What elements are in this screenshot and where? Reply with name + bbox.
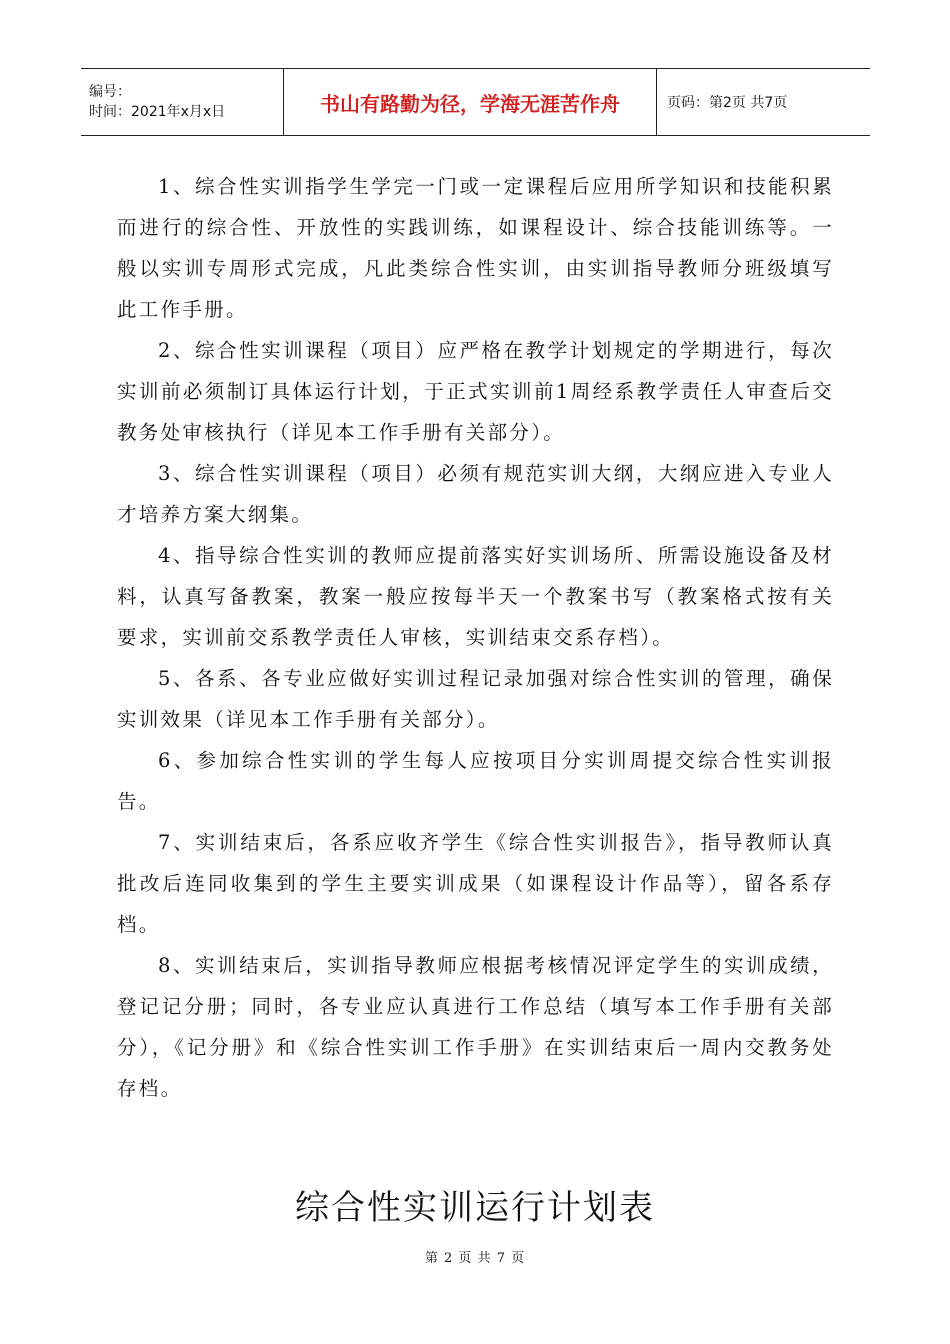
document-body bbox=[117, 166, 834, 1109]
paragraph: 1、综合性实训指学生学完一门或一定课程后应用所学知识和技能积累而进行的综合性、开放性的实践训练，如课程设计、综合技能训练等。一般以实训专周形式完成，凡此类综合性实训，由实训指导教师分班级填写此工作手册。 bbox=[117, 175, 834, 321]
header-page-info bbox=[657, 69, 870, 135]
page-footer: 第 2 页 共 7 页 bbox=[424, 1251, 526, 1266]
paragraph: 6、参加综合性实训的学生每人应按项目分实训周提交综合性实训报告。 bbox=[117, 749, 834, 813]
date-label: 时间：2021年x月x日 bbox=[89, 104, 226, 120]
paragraph: 3、综合性实训课程（项目）必须有规范实训大纲，大纲应进入专业人才培养方案大纲集。 bbox=[117, 462, 834, 526]
paragraph: 2、综合性实训课程（项目）应严格在教学计划规定的学期进行，每次实训前必须制订具体运行计划，于正式实训前1周经系教学责任人审查后交教务处审核执行（详见本工作手册有关部分）。 bbox=[117, 339, 834, 444]
document-header bbox=[81, 68, 870, 136]
header-motto bbox=[283, 69, 657, 135]
paragraph: 8、实训结束后，实训指导教师应根据考核情况评定学生的实训成绩，登记记分册；同时，各专业应认真进行工作总结（填写本工作手册有关部分），《记分册》和《综合性实训工作手册》在实训结束后一周内交教务处存档。 bbox=[117, 954, 834, 1100]
page-number-label: 页码：第2页 共7页 bbox=[667, 95, 788, 111]
paragraph: 7、实训结束后，各系应收齐学生《综合性实训报告》，指导教师认真批改后连同收集到的学生主要实训成果（如课程设计作品等），留各系存档。 bbox=[117, 831, 834, 936]
paragraph: 4、指导综合性实训的教师应提前落实好实训场所、所需设施设备及材料，认真写备教案，教案一般应按每半天一个教案书写（教案格式按有关要求，实训前交系教学责任人审核，实训结束交系存档）。 bbox=[117, 544, 834, 649]
paragraph: 5、各系、各专业应做好实训过程记录加强对综合性实训的管理，确保实训效果（详见本工作手册有关部分）。 bbox=[117, 667, 834, 731]
motto-text: 书山有路勤为径，学海无涯苦作舟 bbox=[320, 91, 620, 116]
header-meta bbox=[81, 69, 283, 135]
section-title: 综合性实训运行计划表 bbox=[295, 1188, 655, 1228]
serial-number-label: 编号： bbox=[89, 84, 131, 100]
